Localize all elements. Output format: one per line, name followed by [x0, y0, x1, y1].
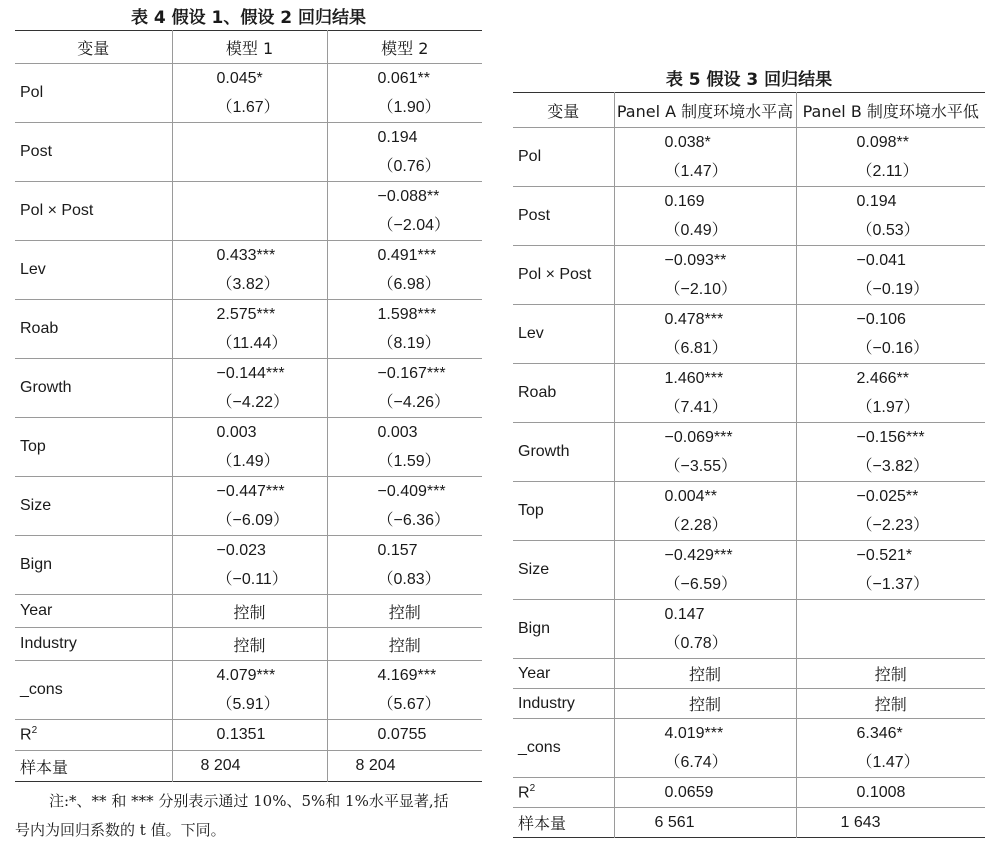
variable-label: Industry	[518, 694, 575, 712]
coefficient: −0.093**	[664, 251, 727, 269]
coefficient: 0.194	[377, 128, 418, 146]
estimate-cell	[172, 123, 327, 182]
coefficient: 0.433***	[216, 246, 276, 264]
coefficient: 0.491***	[377, 246, 437, 264]
coefficient: 0.038*	[664, 133, 711, 151]
variable-name	[513, 778, 614, 808]
table4-caption: 表 4 假设 1、假设 2 回归结果	[130, 8, 367, 28]
coefficient: 0.194	[856, 192, 897, 210]
variable-name	[15, 241, 172, 300]
sample-size-cell: 6 561	[614, 808, 796, 838]
t-value: （1.90）	[377, 98, 441, 116]
variable-name	[15, 359, 172, 418]
estimate-cell	[796, 600, 985, 659]
estimate-cell	[614, 600, 796, 659]
t-value: （1.97）	[856, 398, 920, 416]
variable-name	[15, 751, 172, 782]
control-cell: 控制	[172, 595, 327, 628]
variable-label: Top	[20, 438, 46, 455]
variable-name	[513, 689, 614, 719]
t-value: （−1.37）	[856, 575, 929, 593]
variable-label: _cons	[20, 681, 63, 698]
coefficient: 0.061**	[377, 69, 430, 87]
control-cell: 控制	[388, 635, 421, 655]
coefficient: −0.041	[856, 251, 906, 269]
estimate-cell	[172, 418, 327, 477]
estimate-cell	[796, 128, 985, 187]
table-row	[513, 600, 985, 659]
t-value: （2.11）	[856, 162, 919, 180]
sample-size-cell: 8 204	[172, 751, 327, 782]
variable-name	[513, 128, 614, 187]
estimate-cell	[172, 241, 327, 300]
variable-label: Roab	[518, 384, 557, 401]
variable-name	[15, 628, 172, 661]
t-value: （3.82）	[216, 275, 280, 293]
estimate-cell	[172, 536, 327, 595]
t-value: （1.47）	[856, 753, 920, 771]
table-row	[513, 364, 985, 423]
column-header: Panel A 制度环境水平高	[614, 93, 796, 128]
variable-name	[15, 720, 172, 751]
estimate-cell	[172, 359, 327, 418]
variable-label: 样本量	[20, 757, 69, 777]
estimate-cell	[614, 719, 796, 778]
superscript: 2	[529, 782, 536, 794]
variable-label: Bign	[20, 556, 53, 573]
column-header: Panel B 制度环境水平低	[802, 101, 979, 121]
estimate-cell	[327, 359, 482, 418]
table-row	[15, 661, 482, 720]
coefficient: −0.025**	[856, 487, 919, 505]
coefficient: −0.069***	[664, 428, 733, 446]
variable-label: Size	[518, 561, 550, 578]
variable-label: Bign	[518, 620, 551, 637]
variable-label: Year	[20, 602, 53, 619]
estimate-cell	[327, 477, 482, 536]
t-value: （−6.59）	[664, 575, 737, 593]
table-row	[513, 659, 985, 689]
estimate-cell	[327, 123, 482, 182]
note-line-2: 号内为回归系数的 t 值。下同。	[15, 821, 226, 839]
variable-label: Industry	[20, 635, 77, 652]
variable-label: Roab	[20, 320, 59, 337]
control-cell: 控制	[874, 695, 907, 714]
table-row	[15, 628, 482, 661]
coefficient: 0.147	[664, 605, 705, 623]
table-row	[15, 64, 482, 123]
table-row	[15, 751, 482, 782]
superscript: 2	[31, 725, 38, 737]
column-header: 变量	[15, 31, 172, 64]
table-row	[513, 423, 985, 482]
coefficient: −0.144***	[216, 364, 285, 382]
estimate-cell	[614, 187, 796, 246]
table-row	[15, 300, 482, 359]
variable-label: Pol	[518, 148, 542, 165]
variable-label: R	[518, 784, 530, 802]
t-value: （1.47）	[664, 162, 728, 180]
table-row	[513, 246, 985, 305]
estimate-cell	[614, 423, 796, 482]
variable-name	[15, 661, 172, 720]
variable-name	[15, 418, 172, 477]
coefficient: 0.004**	[664, 487, 717, 505]
estimate-cell	[327, 418, 482, 477]
t-value: （−2.23）	[856, 516, 929, 534]
coefficient: 0.003	[216, 423, 257, 441]
t-value: （−6.36）	[377, 511, 450, 529]
sample-size-cell: 8 204	[355, 757, 396, 774]
table-row	[15, 123, 482, 182]
t-value: （−0.11）	[216, 570, 288, 588]
variable-label: Growth	[20, 379, 72, 396]
estimate-cell	[614, 128, 796, 187]
coefficient: −0.167***	[377, 364, 446, 382]
variable-name	[513, 482, 614, 541]
t-value: （11.44）	[216, 334, 288, 352]
table-row	[513, 482, 985, 541]
variable-name	[513, 305, 614, 364]
t-value: （−2.04）	[377, 216, 450, 234]
estimate-cell	[614, 482, 796, 541]
table5-caption: 表 5 假设 3 回归结果	[665, 70, 833, 90]
variable-label: Top	[518, 502, 544, 519]
header-row	[513, 93, 985, 128]
estimate-cell	[796, 482, 985, 541]
estimate-cell	[172, 661, 327, 720]
coefficient: 0.157	[377, 541, 418, 559]
estimate-cell	[614, 364, 796, 423]
control-cell: 控制	[388, 602, 421, 622]
t-value: （6.74）	[664, 753, 728, 771]
table-row	[513, 305, 985, 364]
table-row	[15, 359, 482, 418]
t-value: （1.59）	[377, 452, 441, 470]
variable-label: Size	[20, 497, 52, 514]
coefficient: 0.098**	[856, 133, 909, 151]
t-value: （5.91）	[216, 695, 280, 713]
table-row	[15, 595, 482, 628]
estimate-cell	[327, 64, 482, 123]
table-row	[513, 128, 985, 187]
table-row	[15, 182, 482, 241]
t-value: （0.49）	[664, 221, 728, 239]
estimate-cell	[327, 241, 482, 300]
control-cell: 控制	[614, 659, 796, 689]
estimate-cell	[796, 187, 985, 246]
variable-name	[15, 595, 172, 628]
variable-name	[15, 300, 172, 359]
estimate-cell	[614, 305, 796, 364]
variable-name	[15, 123, 172, 182]
variable-label: Lev	[20, 261, 46, 278]
r-squared-cell: 0.0755	[377, 726, 427, 743]
estimate-cell	[796, 305, 985, 364]
coefficient: −0.521*	[856, 546, 913, 564]
coefficient: −0.023	[216, 541, 266, 559]
coefficient: 4.019***	[664, 724, 724, 742]
coefficient: 0.169	[664, 192, 705, 210]
estimate-cell	[327, 661, 482, 720]
variable-name	[513, 600, 614, 659]
coefficient: 4.169***	[377, 666, 437, 684]
variable-name	[15, 182, 172, 241]
variable-label: Growth	[518, 443, 570, 460]
coefficient: −0.106	[856, 310, 906, 328]
table-row	[513, 778, 985, 808]
table-row	[15, 241, 482, 300]
column-header: 模型 1	[172, 31, 327, 64]
estimate-cell	[796, 719, 985, 778]
variable-label: Post	[518, 207, 551, 224]
variable-name	[513, 364, 614, 423]
t-value: （2.28）	[664, 516, 728, 534]
t-value: （1.49）	[216, 452, 280, 470]
table-row	[15, 477, 482, 536]
variable-name	[15, 477, 172, 536]
table-row	[513, 719, 985, 778]
table-row	[513, 689, 985, 719]
estimate-cell	[172, 477, 327, 536]
control-cell: 控制	[172, 628, 327, 661]
variable-label: Pol × Post	[20, 202, 94, 219]
t-value: （−4.22）	[216, 393, 289, 411]
t-value: （5.67）	[377, 695, 441, 713]
coefficient: 0.478***	[664, 310, 724, 328]
control-cell: 控制	[614, 689, 796, 719]
estimate-cell	[327, 536, 482, 595]
table-row	[15, 536, 482, 595]
variable-name	[513, 808, 614, 838]
variable-label: _cons	[518, 739, 561, 756]
r-squared-cell: 0.1351	[172, 720, 327, 751]
estimate-cell	[614, 541, 796, 600]
estimate-cell	[796, 364, 985, 423]
estimate-cell	[327, 182, 482, 241]
coefficient: −0.156***	[856, 428, 925, 446]
coefficient: 1.598***	[377, 305, 437, 323]
variable-label: Year	[518, 664, 551, 682]
coefficient: 4.079***	[216, 666, 276, 684]
table-row	[513, 187, 985, 246]
coefficient: 2.466**	[856, 369, 909, 387]
variable-name	[513, 246, 614, 305]
r-squared-cell: 0.0659	[614, 778, 796, 808]
t-value: （7.41）	[664, 398, 728, 416]
coefficient: −0.409***	[377, 482, 446, 500]
column-header: 变量	[513, 93, 614, 128]
coefficient: 6.346*	[856, 724, 903, 742]
variable-name	[513, 187, 614, 246]
estimate-cell	[796, 423, 985, 482]
t-value: （−6.09）	[216, 511, 289, 529]
variable-label: 样本量	[518, 814, 567, 833]
note-line-1: 注:*、** 和 *** 分别表示通过 10%、5%和 1%水平显著,括	[49, 792, 449, 810]
t-value: （0.78）	[664, 634, 728, 652]
table-row	[513, 541, 985, 600]
table-row	[15, 720, 482, 751]
variable-name	[513, 659, 614, 689]
t-value: （0.76）	[377, 157, 441, 175]
estimate-cell	[796, 541, 985, 600]
r-squared-cell: 0.1008	[856, 783, 906, 801]
coefficient: −0.429***	[664, 546, 733, 564]
table-row	[15, 418, 482, 477]
t-value: （−3.82）	[856, 457, 929, 475]
control-cell: 控制	[874, 665, 907, 684]
variable-name	[15, 536, 172, 595]
variable-name	[15, 64, 172, 123]
estimate-cell	[172, 300, 327, 359]
variable-name	[513, 541, 614, 600]
estimate-cell	[172, 182, 327, 241]
coefficient: 2.575***	[216, 305, 276, 323]
variable-label: R	[20, 726, 32, 744]
variable-label: Pol	[20, 84, 44, 101]
variable-name	[513, 423, 614, 482]
table-note	[15, 787, 485, 845]
coefficient: −0.088**	[377, 187, 440, 205]
estimate-cell	[614, 246, 796, 305]
table5	[513, 92, 985, 838]
t-value: （6.81）	[664, 339, 728, 357]
t-value: （−2.10）	[664, 280, 737, 298]
coefficient: 0.003	[377, 423, 418, 441]
t-value: （−3.55）	[664, 457, 737, 475]
coefficient: −0.447***	[216, 482, 285, 500]
coefficient: 1.460***	[664, 369, 724, 387]
estimate-cell	[796, 246, 985, 305]
variable-name	[513, 719, 614, 778]
sample-size-cell: 1 643	[840, 813, 881, 831]
t-value: （8.19）	[377, 334, 441, 352]
variable-label: Lev	[518, 325, 544, 342]
estimate-cell	[172, 64, 327, 123]
variable-label: Pol × Post	[518, 266, 592, 283]
header-row	[15, 31, 482, 64]
t-value: （−0.16）	[856, 339, 929, 357]
column-header: 模型 2	[381, 38, 429, 58]
t-value: （−4.26）	[377, 393, 450, 411]
table-row	[513, 808, 985, 838]
t-value: （0.83）	[377, 570, 441, 588]
t-value: （6.98）	[377, 275, 441, 293]
t-value: （−0.19）	[856, 280, 929, 298]
table4	[15, 30, 482, 782]
estimate-cell	[327, 300, 482, 359]
t-value: （1.67）	[216, 98, 280, 116]
variable-label: Post	[20, 143, 53, 160]
coefficient: 0.045*	[216, 69, 263, 87]
t-value: （0.53）	[856, 221, 920, 239]
